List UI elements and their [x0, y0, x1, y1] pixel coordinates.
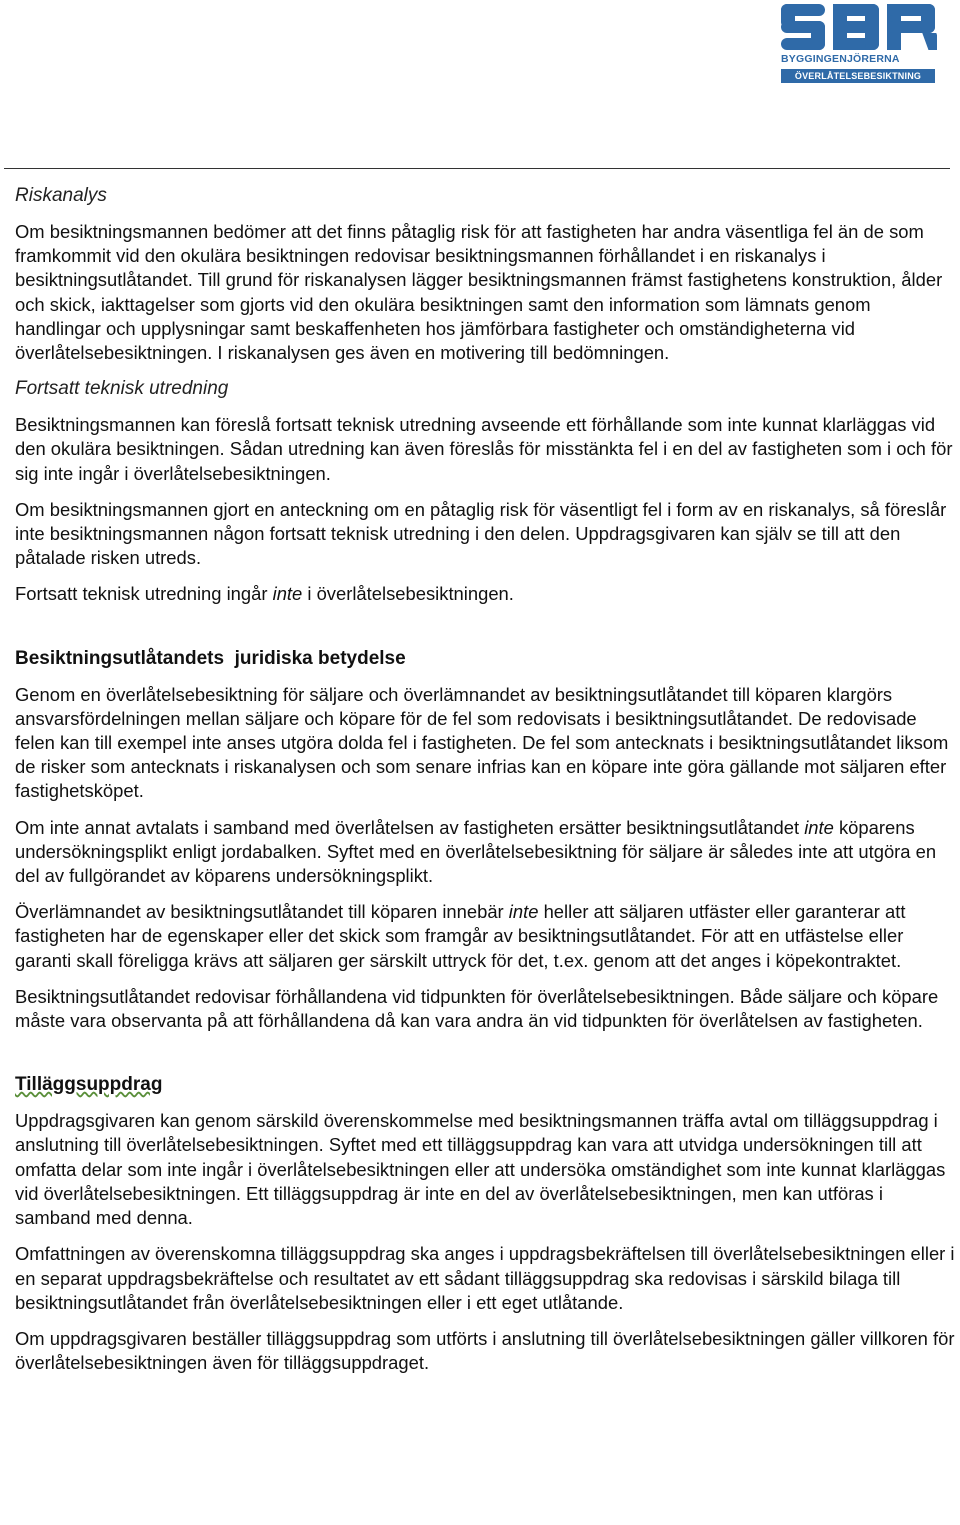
paragraph: Besiktningsmannen kan föreslå fortsatt teknisk utredning avseende ett förhållande som inte kunnat klarläggas vid den okulära besiktningen. Sådan utredning kan även föreslås för misstänkta fel i en del av fastigheten som i och för sig inte ingår i överlåtelsebesiktningen.: [15, 414, 953, 484]
text-run: köparens undersökningsplikt enligt jordabalken. Syftet med en överlåtelsebesiktning för säljare är således inte att utgöra en del av fullgörandet av köparens undersökningsplikt.: [15, 816, 937, 887]
section-fortsatt-teknisk-utredning: [15, 377, 955, 606]
paragraph: [15, 582, 955, 606]
text-run: Fortsatt teknisk utredning ingår: [15, 583, 273, 605]
heading-fortsatt-teknisk-utredning: Fortsatt teknisk utredning: [15, 378, 229, 400]
spacer: [15, 619, 955, 647]
section-juridiska-betydelse: [15, 647, 955, 1034]
paragraph: Besiktningsutlåtandet redovisar förhållandena vid tidpunkten för överlåtelsebesiktningen. Både säljare och köpare måste vara observanta på att förhållandena då kan vara andra än vid tidpunkten för överlåtelsen av fastigheten.: [15, 985, 939, 1032]
section-tillaggsuppdrag: [15, 1073, 955, 1375]
sbr-logo-mark: [779, 2, 937, 52]
section-riskanalys: [15, 184, 955, 365]
logo-tagline-1: BYGGINGENJÖRERNA: [781, 53, 935, 65]
heading-juridiska-betydelse: Besiktningsutlåtandets juridiska betydelse: [15, 647, 406, 669]
emphasis: inte: [804, 816, 834, 838]
emphasis: inte: [272, 583, 303, 605]
text-run: Överlämnandet av besiktningsutlåtandet till köparen innebär: [15, 901, 509, 923]
paragraph: Om uppdragsgivaren beställer tilläggsuppdrag som utförts i anslutning till överlåtelsebesiktningen gäller villkoren för överlåtelsebesiktningen även för tilläggsuppdraget.: [15, 1327, 955, 1374]
paragraph: Genom en överlåtelsebesiktning för säljare och överlämnandet av besiktningsutlåtandet till köparen klargörs ansvarsfördelningen mellan säljare och köpare för de fel som redovisats i besiktningsutlåtandet. De redovisade felen kan till exempel inte anses utgöra dolda fel i fastigheten. De fel som antecknats i besiktningsutlåtandet liksom de risker som antecknats i riskanalysen och som senare infrias kan en köpare inte göra gällande mot säljaren efter fastighetsköpet.: [15, 683, 949, 802]
spacer: [15, 1045, 955, 1073]
paragraph: Omfattningen av överenskomna tilläggsuppdrag ska anges i uppdragsbekräftelsen till överlåtelsebesiktningen eller i en separat uppdragsbekräftelse och resultatet av ett sådant tilläggsuppdrag ska redovisas i särskild bilaga till besiktningsutlåtandet från överlåtelsebesiktningen eller i ett eget utlåtande.: [15, 1243, 955, 1313]
paragraph: Om besiktningsmannen bedömer att det finns påtaglig risk för att fastigheten har andra väsentliga fel än de som framkommit vid den okulära besiktningen redovisar besiktningsmannen förhållandet i en riskanalys i besiktningsutlåtandet. Till grund för riskanalysen lägger besiktningsmannen främst fastighetens konstruktion, ålder och skick, iakttagelser som gjorts vid den okulära besiktningen samt den information som lämnats genom handlingar och upplysningar samt beskaffenheten hos jämförbara fastigheter och omständigheterna vid överlåtelsebesiktningen. I riskanalysen ges även en motivering till bedömningen.: [15, 221, 943, 364]
heading-tillaggsuppdrag: Tilläggsuppdrag: [15, 1074, 163, 1096]
heading-riskanalys: Riskanalys: [15, 185, 107, 206]
document-body: [15, 184, 955, 1387]
paragraph: Om besiktningsmannen gjort en anteckning om en påtaglig risk för väsentligt fel i form av en riskanalys, så föreslår inte besiktningsmannen någon fortsatt teknisk utredning i den delen. Uppdragsgivaren kan själv se till att den påtalade risken utreds.: [15, 498, 947, 569]
text-run: heller att säljaren utfäster eller garanterar att fastigheten har de egenskaper eller det skick som framgår av besiktningsutlåtandet. För att en utfästelse eller garanti skall föreligga krävs att säljaren ger särskilt uttryck för det, t.ex. genom att det anges i köpekontraktet.: [15, 901, 906, 971]
logo-tagline-2: ÖVERLÅTELSEBESIKTNING: [781, 69, 935, 83]
text-run: i överlåtelsebesiktningen.: [302, 583, 514, 605]
header-divider: [4, 168, 950, 169]
text-run: Om inte annat avtalats i samband med överlåtelsen av fastigheten ersätter besiktningsutlåtandet: [15, 816, 805, 838]
sbr-logo: [779, 2, 937, 84]
paragraph: Uppdragsgivaren kan genom särskild överenskommelse med besiktningsmannen träffa avtal om tilläggsuppdrag i anslutning till överlåtelsebesiktningen. Syftet med ett tilläggsuppdrag kan vara att utvidga undersökningen till att omfatta delar som inte ingår i överlåtelsebesiktningen eller att undersöka omständighet som inte kunnat klarläggas vid överlåtelsebesiktningen. Ett tilläggsuppdrag är inte en del av överlåtelsebesiktningen, men kan utföras i samband med denna.: [15, 1110, 946, 1229]
emphasis: inte: [508, 901, 539, 923]
paragraph: [15, 900, 955, 973]
paragraph: [15, 816, 955, 889]
